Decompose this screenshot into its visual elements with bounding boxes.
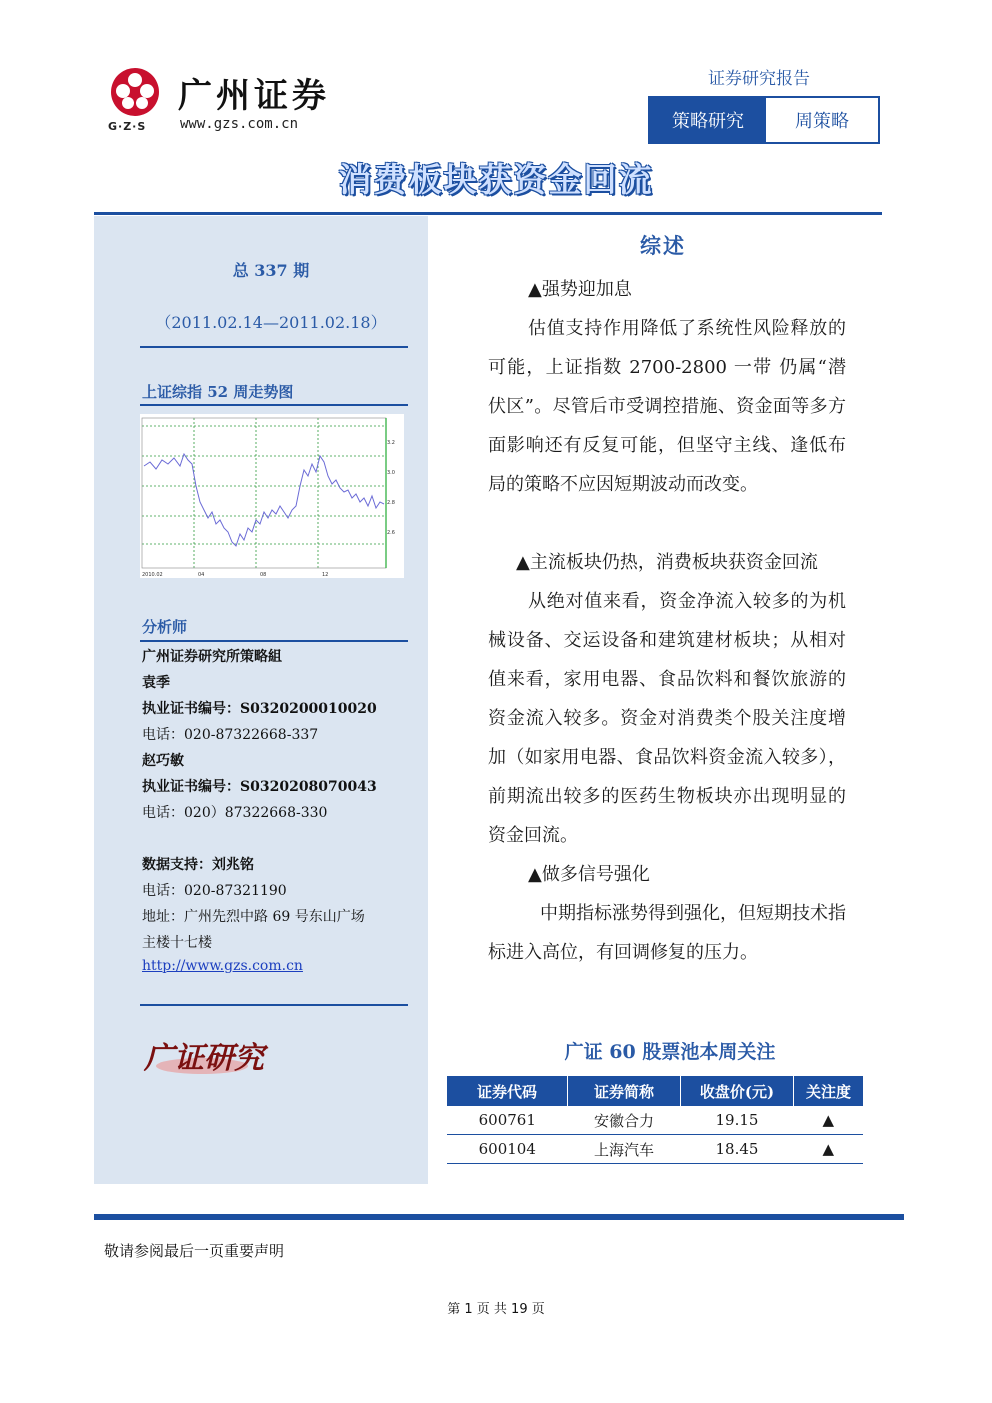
website-link[interactable]: http://www.gzs.com.cn [142,958,303,974]
report-tags [648,96,880,144]
sidebar-divider [140,1004,408,1006]
issue-period: （2011.02.14—2011.02.18） [155,313,387,332]
report-type: 证券研究报告 [708,69,810,89]
svg-text:2.6: 2.6 [387,530,395,536]
svg-text:08: 08 [260,572,267,578]
svg-text:3.2: 3.2 [387,440,395,446]
close-price: 18.45 [681,1135,794,1164]
summary-paragraph: 估值支持作用降低了系统性风险释放的可能，上证指数 2700-2800 一带 仍属“潜伏区”。尽管后市受调控措施、资金面等多方面影响还有反复可能，但坚守主线、逢低布局的策略不应因短期波动而改变。 [488,318,846,495]
index-52-week-chart [140,414,404,578]
sidebar-divider [140,640,408,642]
sidebar-divider [140,346,408,348]
svg-text:广证研究: 广证研究 [144,1041,264,1076]
brand-url: www.gzs.com.cn [180,116,299,132]
svg-text:04: 04 [198,572,205,578]
column-header: 证券代码 [447,1076,568,1106]
address-line: 地址：广州先烈中路 69 号东山广场 [142,909,365,925]
focus-indicator: ▲ [794,1106,864,1135]
summary-heading: ▲做多信号强化 [528,864,650,885]
analyst-name: 袁季 [142,675,170,691]
column-header: 关注度 [794,1076,864,1106]
svg-text:3.0: 3.0 [387,470,395,476]
brand-abbr: G·Z·S [108,120,147,133]
summary-heading: ▲主流板块仍热，消费板块获资金回流 [516,552,818,573]
table-row [447,1106,863,1135]
report-title: 消费板块获资金回流 [338,160,654,199]
svg-text:2010.02: 2010.02 [142,572,163,578]
stock-pool-table [447,1076,863,1164]
support-phone: 电话：020-87321190 [142,883,287,899]
summary-heading: ▲强势迎加息 [528,279,632,300]
page-number: 第 1 页 共 19 页 [447,1302,545,1317]
stock-name: 上海汽车 [568,1135,681,1164]
summary-title: 综述 [640,233,686,258]
column-header: 收盘价(元) [681,1076,794,1106]
address-line: 主楼十七楼 [142,935,212,951]
footer-divider [94,1214,904,1220]
table-row [447,1135,863,1164]
data-support: 数据支持：刘兆铭 [142,857,254,873]
stock-code: 600761 [447,1106,568,1135]
disclaimer-note: 敬请参阅最后一页重要声明 [104,1242,285,1260]
sidebar-divider [140,404,408,406]
summary-paragraph: 从绝对值来看，资金净流入较多的为机械设备、交运设备和建筑建材板块；从相对值来看，家用电器、食品饮料和餐饮旅游的资金流入较多。资金对消费类个股关注度增加（如家用电器、食品饮料资金流入较多），前期流出较多的医药生物板块亦出现明显的资金回流。 [488,591,846,846]
column-header: 证券简称 [568,1076,681,1106]
analyst-phone: 电话：020）87322668-330 [142,805,328,821]
tag-weekly-strategy: 周策略 [795,111,849,132]
research-group: 广州证券研究所策略組 [142,649,282,665]
table-header-row [447,1076,863,1106]
stock-pool-title: 广证 60 股票池本周关注 [564,1041,776,1063]
close-price: 19.15 [681,1106,794,1135]
focus-indicator: ▲ [794,1135,864,1164]
tag-strategy-research: 策略研究 [650,98,766,142]
svg-text:12: 12 [322,572,329,578]
analyst-name: 赵巧敏 [142,753,184,769]
analyst-phone: 电话：020-87322668-337 [142,727,319,743]
summary-paragraph: 中期指标涨势得到强化，但短期技术指标进入高位，有回调修复的压力。 [488,903,846,963]
stock-name: 安徽合力 [568,1106,681,1135]
issue-number: 总 337 期 [232,261,310,280]
analyst-license: 执业证书编号：S0320200010020 [142,701,377,717]
svg-text:2.8: 2.8 [387,500,395,506]
stock-code: 600104 [447,1135,568,1164]
analyst-license: 执业证书编号：S0320208070043 [142,779,377,795]
brand-name: 广州证券 [178,76,330,116]
chart-title: 上证综指 52 周走势图 [142,383,294,401]
gzs-logo-emblem [104,66,166,118]
header-divider [94,212,882,215]
brand-stamp-logo [142,1032,272,1082]
analyst-section-title: 分析师 [142,618,188,636]
